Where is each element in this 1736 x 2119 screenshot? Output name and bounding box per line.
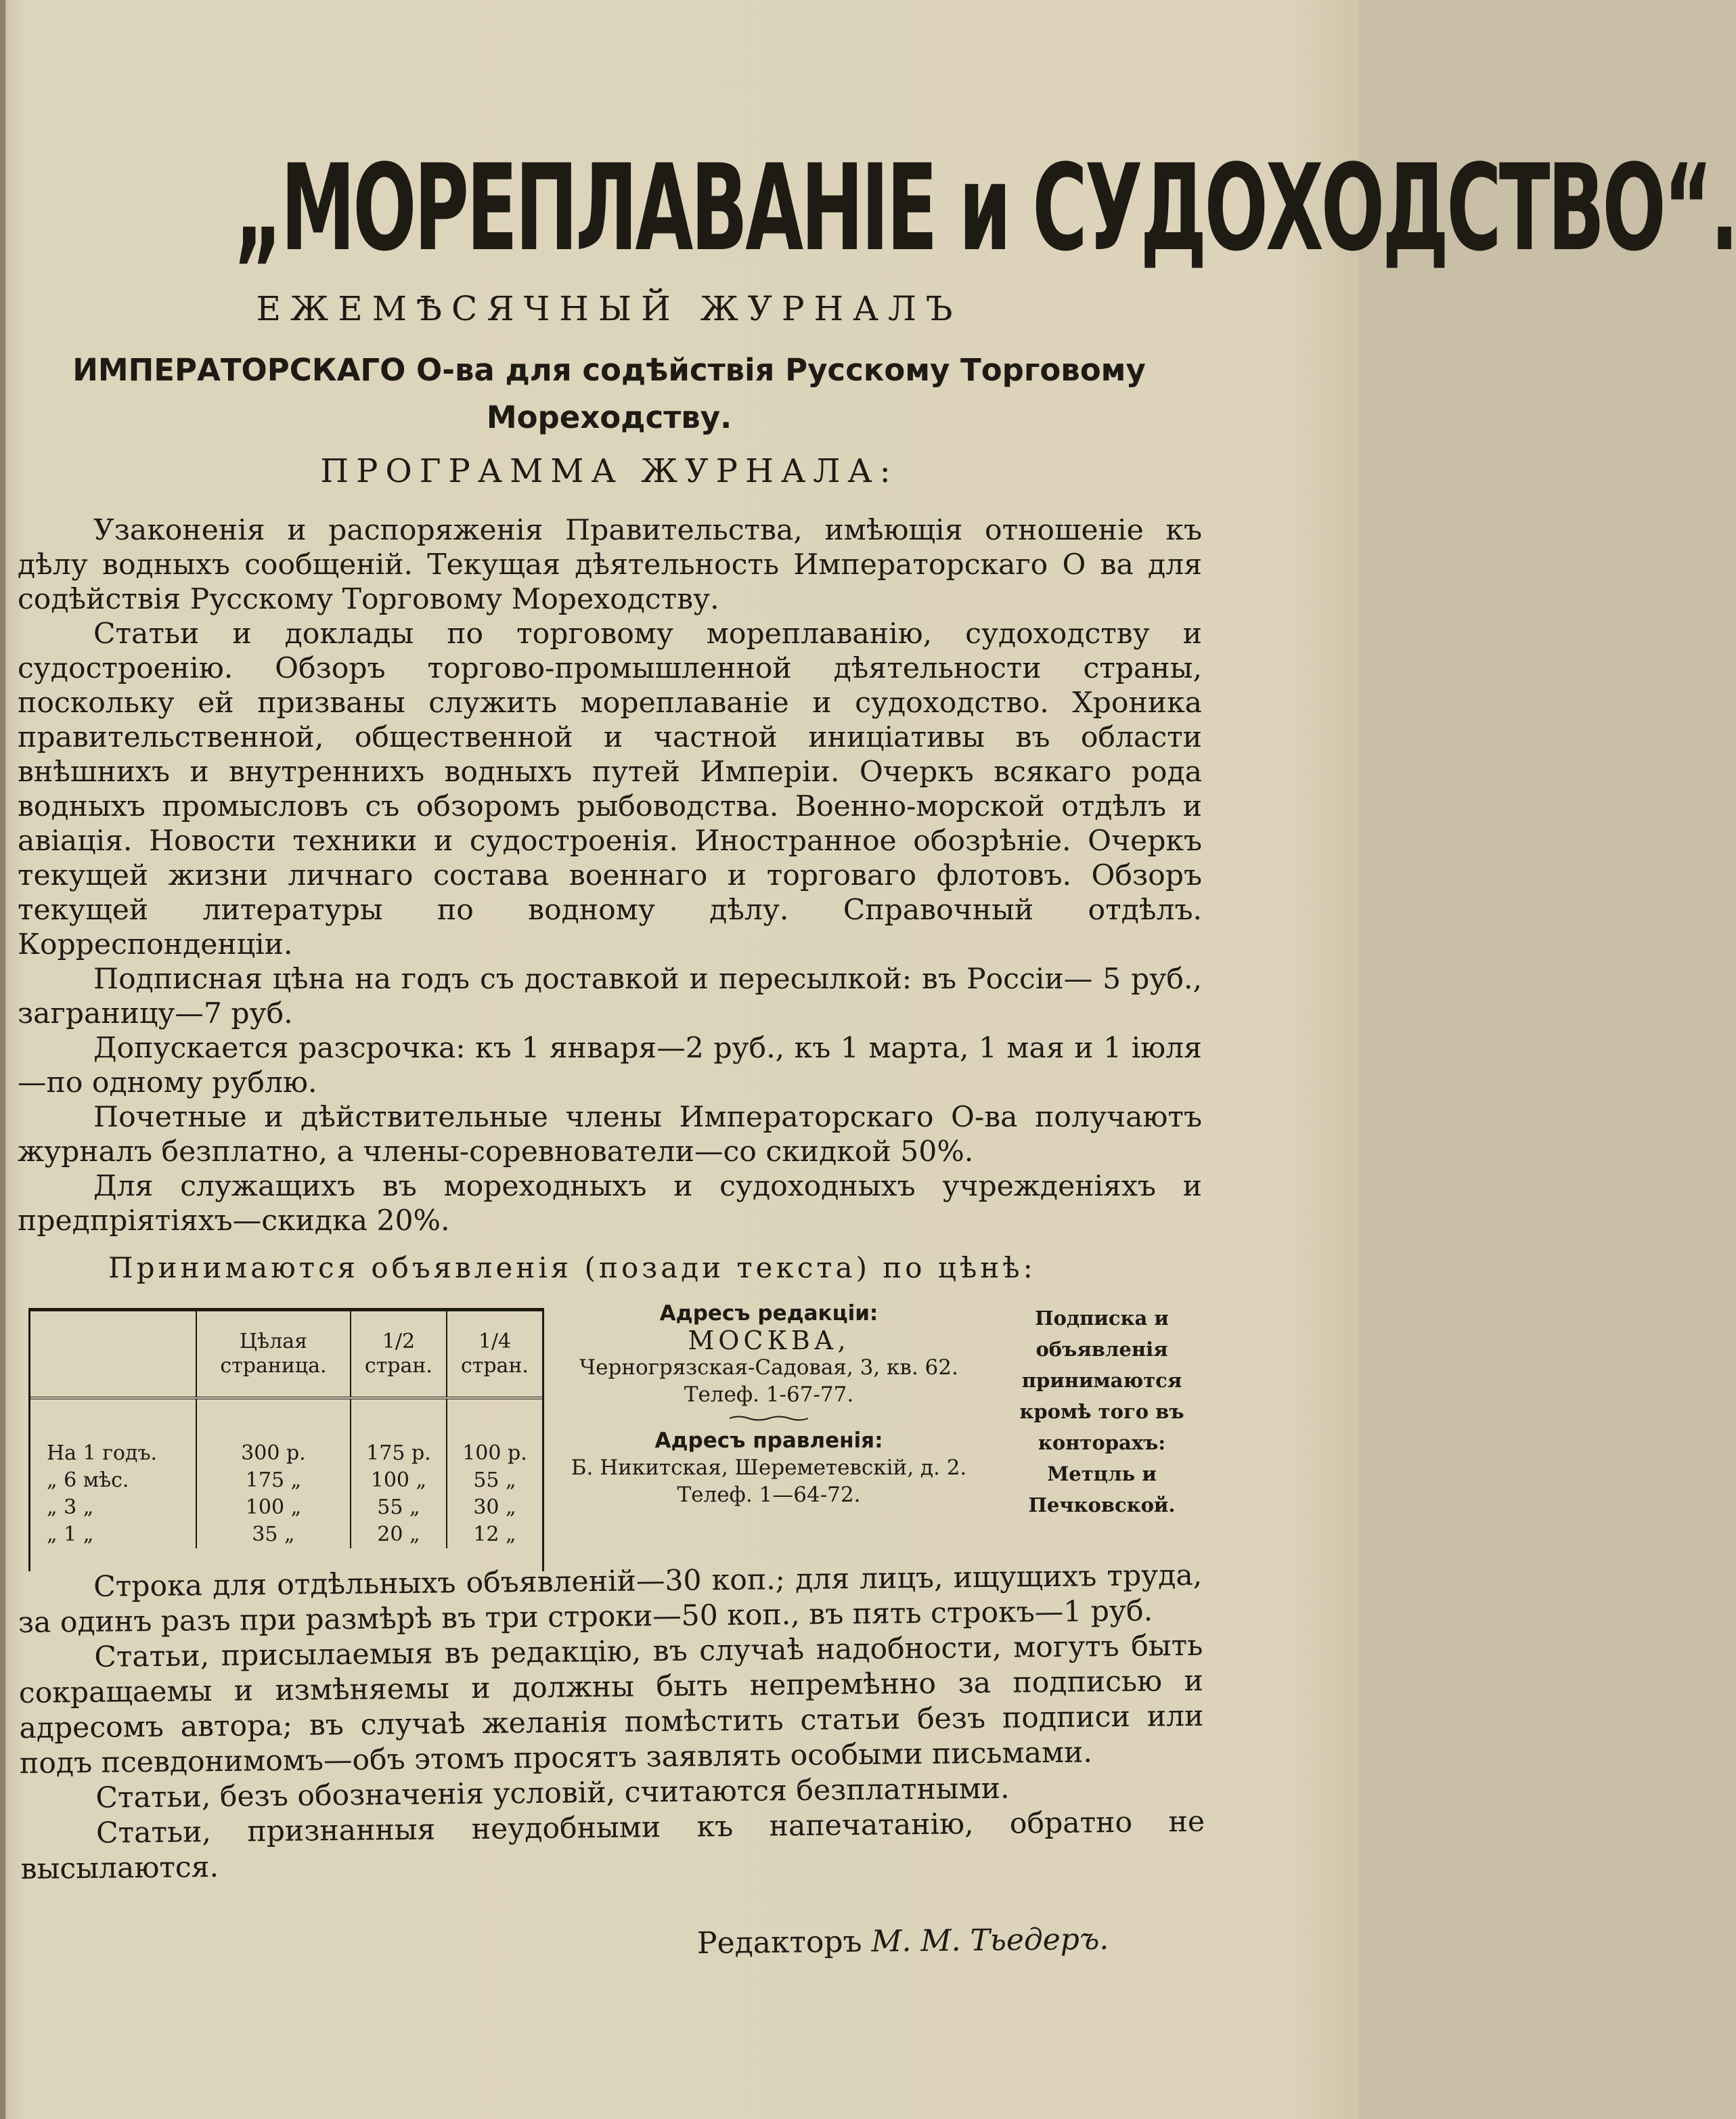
paragraph: Допускается разсрочка: къ 1 января—2 руб., къ 1 марта, 1 мая и 1 іюля—по одному рублю. bbox=[18, 1032, 1202, 1099]
table-row bbox=[30, 1494, 542, 1521]
price-table bbox=[28, 1308, 544, 1571]
table-cell: 175 „ bbox=[196, 1467, 351, 1494]
paragraph: Почетные и дѣйствительные члены Императорскаго О-ва получаютъ журналъ безплатно, а члены-соревнователи—со скидкой 50%. bbox=[18, 1101, 1202, 1168]
table-row bbox=[30, 1521, 542, 1548]
addresses-block bbox=[552, 1300, 985, 1508]
table-header-cell: 1/2 стран. bbox=[351, 1311, 447, 1398]
paragraph: Статьи, безъ обозначенія условій, считаются безплатными. bbox=[95, 1772, 1010, 1815]
editor-label: Редакторъ bbox=[696, 1924, 862, 1961]
table-header-cell: 1/4 стран. bbox=[447, 1311, 542, 1398]
journal-subtitle: ЕЖЕМѢСЯЧНЫЙ ЖУРНАЛЪ bbox=[256, 289, 962, 328]
ads-terms-body bbox=[18, 1558, 1205, 1887]
table-row bbox=[30, 1398, 542, 1467]
editorial-phone: Телеф. 1-67-77. bbox=[684, 1382, 854, 1407]
table-cell: 12 „ bbox=[447, 1521, 542, 1548]
program-body bbox=[18, 513, 1202, 1238]
table-cell: 20 „ bbox=[351, 1521, 447, 1548]
table-cell: 100 р. bbox=[447, 1398, 542, 1467]
table-row bbox=[30, 1467, 542, 1494]
table-cell: 100 „ bbox=[196, 1494, 351, 1521]
paragraph: Для служащихъ въ мореходныхъ и судоходныхъ учрежденіяхъ и предпріятіяхъ—скидка 20%. bbox=[18, 1170, 1202, 1238]
table-cell: „ 1 „ bbox=[47, 1523, 94, 1546]
swash-divider-icon bbox=[728, 1415, 809, 1422]
table-cell: 175 р. bbox=[351, 1398, 447, 1467]
table-cell: На 1 годъ. bbox=[47, 1441, 158, 1465]
table-cell: „ 6 мѣс. bbox=[47, 1468, 129, 1492]
table-cell: 55 „ bbox=[447, 1467, 542, 1494]
board-phone: Телеф. 1—64-72. bbox=[677, 1483, 861, 1507]
society-name: ИМПЕРАТОРСКАГО О-ва для содѣйствія Русскому Торговому Мореходству. bbox=[72, 352, 1146, 435]
journal-title: „МОРЕПЛАВАНІЕ и СУДОХОДСТВО“. bbox=[233, 139, 1736, 278]
board-address-label: Адресъ правленія: bbox=[654, 1428, 883, 1453]
table-header-row bbox=[30, 1311, 542, 1398]
city-name: МОСКВА, bbox=[688, 1326, 850, 1355]
program-heading: ПРОГРАММА ЖУРНАЛА: bbox=[320, 452, 898, 490]
board-street: Б. Никитская, Шереметевскій, д. 2. bbox=[571, 1456, 967, 1480]
paragraph: Статьи и доклады по торговому мореплаванію, судоходству и судостроенію. Обзоръ торгово-промышленной дѣятельности страны, поскольку ей призваны служить мореплаваніе и судоходство. Хроника правительственной, общественной и частной иниціативы въ области внѣшнихъ и внутреннихъ водныхъ путей Имперіи. Очеркъ всякаго рода водныхъ промысловъ съ обзоромъ рыбоводства. Военно-морской отдѣлъ и авіація. Новости техники и судостроенія. Иностранное обозрѣніе. Очеркъ текущей жизни личнаго состава военнаго и торговаго флотовъ. Обзоръ текущей литературы по водному дѣлу. Справочный отдѣлъ. Корреспонденціи. bbox=[18, 617, 1202, 961]
table-cell: 35 „ bbox=[196, 1521, 351, 1548]
table-header-cell bbox=[30, 1311, 196, 1398]
subscription-note: Подписка и объявленія принимаются кромѣ того въ конторахъ: Метцль и Печковской. bbox=[1019, 1307, 1184, 1516]
editor-name: М. М. Тьедеръ. bbox=[871, 1921, 1109, 1959]
paragraph: Статьи, присылаемыя въ редакцію, въ случаѣ надобности, могутъ быть сокращаемы и измѣняемы и должны быть непремѣнно за подписью и адресомъ автора; въ случаѣ желанія помѣстить статьи безъ подписи или подъ псевдонимомъ—объ этомъ просятъ заявлять особыми письмами. bbox=[18, 1629, 1204, 1781]
paragraph: Узаконенія и распоряженія Правительства, имѣющія отношеніе къ дѣлу водныхъ сообщеній. Текущая дѣятельность Императорскаго О ва для содѣйствія Русскому Торговому Мореходству. bbox=[18, 514, 1202, 616]
editor-signature bbox=[697, 1921, 1109, 1963]
table-cell: 100 „ bbox=[351, 1467, 447, 1494]
table-cell: 300 р. bbox=[196, 1398, 351, 1467]
table-cell: 55 „ bbox=[351, 1494, 447, 1521]
table-cell: 30 „ bbox=[447, 1494, 542, 1521]
table-header-cell: Цѣлая страница. bbox=[196, 1311, 351, 1398]
table-cell: „ 3 „ bbox=[47, 1495, 94, 1519]
paragraph: Статьи, признанныя неудобными къ напечатанію, обратно не высылаются. bbox=[20, 1805, 1205, 1886]
paragraph: Строка для отдѣльныхъ объявленій—30 коп.; для лицъ, ищущихъ труда, за одинъ разъ при размѣрѣ въ три строки—50 коп., въ пять строкъ—1 руб. bbox=[18, 1558, 1203, 1640]
editorial-street: Черногрязская-Садовая, 3, кв. 62. bbox=[579, 1355, 958, 1380]
paragraph: Подписная цѣна на годъ съ доставкой и пересылкой: въ Россіи— 5 руб., заграницу—7 руб. bbox=[18, 963, 1202, 1030]
editorial-address-label: Адресъ редакціи: bbox=[659, 1301, 878, 1326]
ads-heading: Принимаются объявленія (позади текста) по цѣнѣ: bbox=[108, 1251, 1036, 1284]
